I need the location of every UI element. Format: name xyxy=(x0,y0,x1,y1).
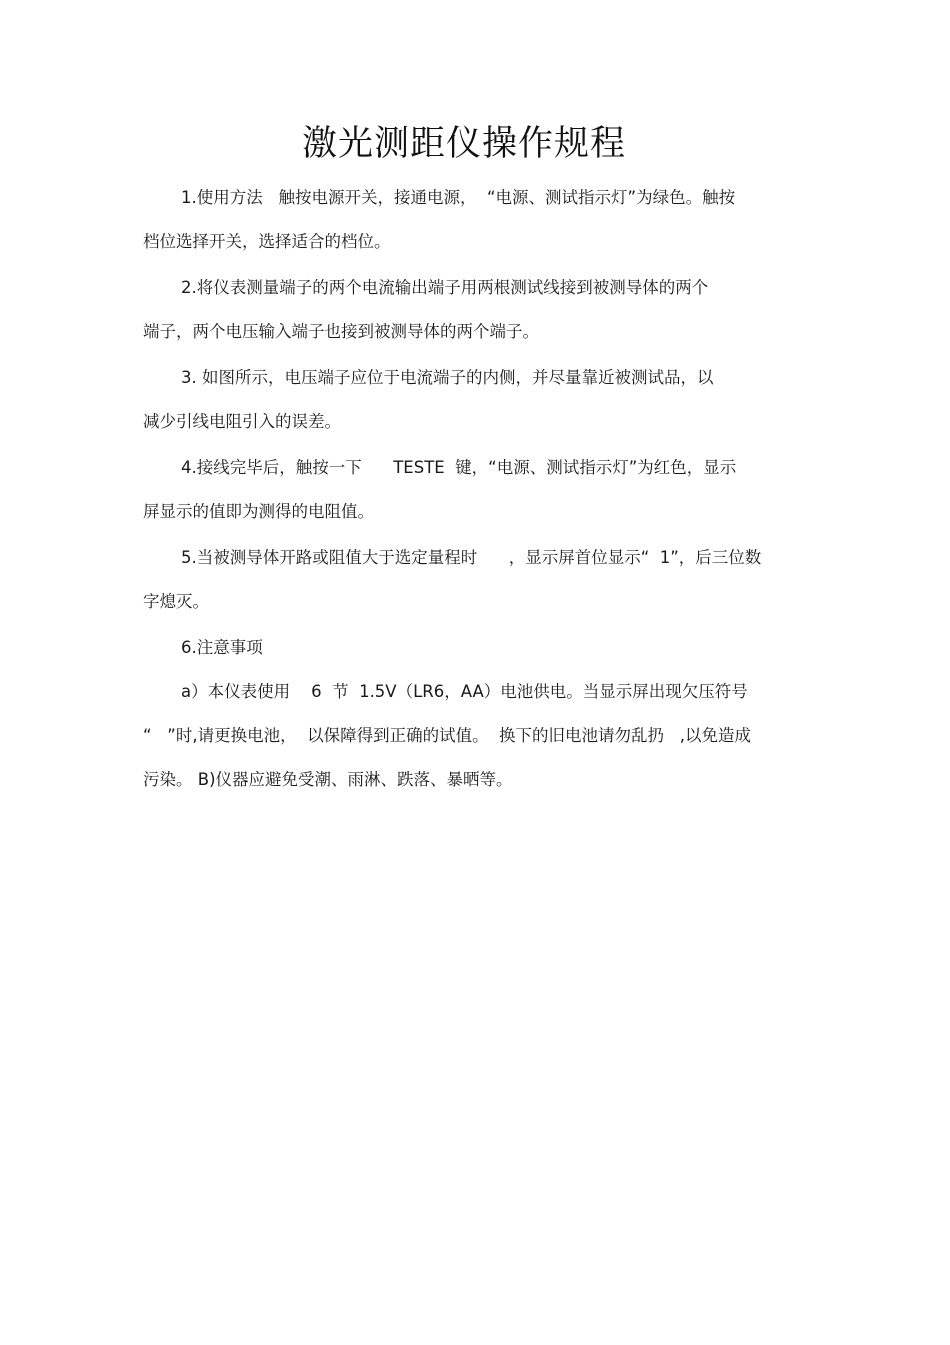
paragraph-5-line-2: 字熄灭。 xyxy=(143,592,209,611)
page-title: 激光测距仪操作规程 xyxy=(301,124,626,164)
paragraph-2-line-1: 2.将仪表测量端子的两个电流输出端子用两根测试线接到被测导体的两个 xyxy=(181,278,709,297)
paragraph-1-line-1: 1.使用方法 触按电源开关，接通电源， “电源、测试指示灯”为绿色。触按 xyxy=(181,188,736,207)
paragraph-4-line-1: 4.接线完毕后，触按一下 TESTE 键，“电源、测试指示灯”为红色，显示 xyxy=(181,458,737,477)
paragraph-notes-line-2: “ ”时,请更换电池， 以保障得到正确的试值。 换下的旧电池请勿乱扔 ,以免造成 xyxy=(143,726,752,745)
paragraph-2-line-2: 端子，两个电压输入端子也接到被测导体的两个端子。 xyxy=(143,322,539,341)
paragraph-notes-line-1: a）本仪表使用 6 节 1.5V（LR6，AA）电池供电。当显示屏出现欠压符号 xyxy=(181,682,748,701)
paragraph-4-line-2: 屏显示的值即为测得的电阻值。 xyxy=(143,502,374,521)
paragraph-5-line-1: 5.当被测导体开路或阻值大于选定量程时 ，显示屏首位显示“ 1”，后三位数 xyxy=(181,548,762,567)
section-heading-notes: 6.注意事项 xyxy=(181,638,263,657)
paragraph-3-line-2: 减少引线电阻引入的误差。 xyxy=(143,412,341,431)
paragraph-notes-line-3: 污染。 B)仪器应避免受潮、雨淋、跌落、暴晒等。 xyxy=(143,770,513,789)
paragraph-1-line-2: 档位选择开关，选择适合的档位。 xyxy=(143,232,391,251)
paragraph-3-line-1: 3. 如图所示，电压端子应位于电流端子的内侧，并尽量靠近被测试品，以 xyxy=(181,368,714,387)
